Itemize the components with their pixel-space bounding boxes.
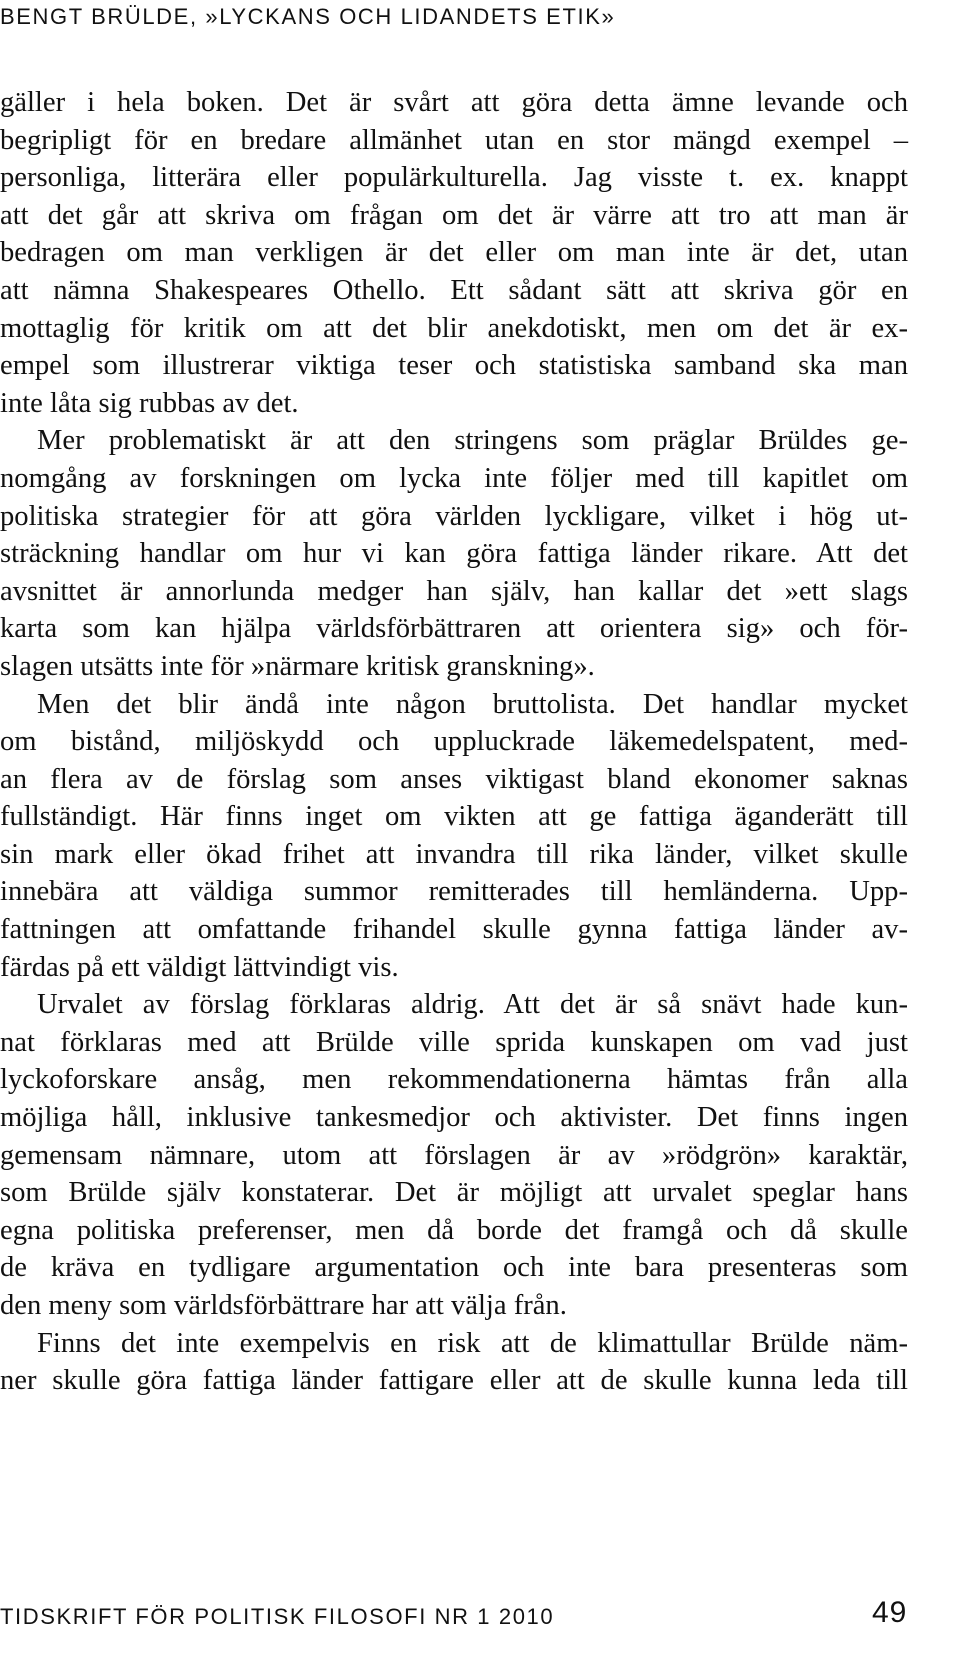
text-line: egna politiska preferenser, men då borde det framgå och då skulle: [0, 1214, 908, 1246]
text-line: begripligt för en bredare allmänhet utan en stor mängd exempel –: [0, 124, 908, 156]
body-text: [0, 84, 908, 1400]
text-line: politiska strategier för att göra världen lyckligare, vilket i hög ut-: [0, 500, 908, 532]
text-line: empel som illustrerar viktiga teser och statistiska samband ska man: [0, 350, 908, 382]
text-line: slagen utsätts inte för »närmare kritisk granskning».: [0, 650, 595, 682]
text-line: den meny som världsförbättrare har att välja från.: [0, 1290, 567, 1321]
text-line: personliga, litterära eller populärkulturella. Jag visste t. ex. knappt: [0, 162, 908, 194]
text-line: nat förklaras med att Brülde ville sprida kunskapen om vad just: [0, 1026, 908, 1058]
running-footer: TIDSKRIFT FÖR POLITISK FILOSOFI NR 1 2010: [0, 1604, 555, 1629]
text-line: innebära att väldiga summor remitterades till hemländerna. Upp-: [0, 876, 908, 908]
text-line: Urvalet av förslag förklaras aldrig. Att det är så snävt hade kun-: [37, 989, 908, 1021]
text-line: lyckoforskare ansåg, men rekommendationerna hämtas från alla: [0, 1064, 908, 1096]
text-line: fattningen att omfattande frihandel skulle gynna fattiga länder av-: [0, 914, 908, 946]
page-number: 49: [872, 1596, 908, 1629]
text-line: karta som kan hjälpa världsförbättraren att orientera sig» och för-: [0, 613, 908, 645]
text-line: bedragen om man verkligen är det eller om man inte är det, utan: [0, 237, 908, 269]
text-line: an flera av de förslag som anses viktigast bland ekonomer saknas: [0, 763, 908, 795]
text-line: att det går att skriva om frågan om det är värre att tro att man är: [0, 199, 908, 231]
text-line: avsnittet är annorlunda medger han själv, han kallar det »ett slags: [0, 575, 908, 607]
text-line: som Brülde själv konstaterar. Det är möjligt att urvalet speglar hans: [0, 1177, 908, 1209]
text-line: Mer problematiskt är att den stringens som präglar Brüldes ge-: [37, 425, 908, 457]
text-line: att nämna Shakespeares Othello. Ett sådant sätt att skriva gör en: [0, 274, 908, 306]
text-line: mottaglig för kritik om att det blir anekdotiskt, men om det är ex-: [0, 312, 908, 344]
text-line: Men det blir ändå inte någon bruttolista. Det handlar mycket: [37, 688, 908, 720]
text-line: sin mark eller ökad frihet att invandra till rika länder, vilket skulle: [0, 838, 908, 870]
text-line: gäller i hela boken. Det är svårt att göra detta ämne levande och: [0, 87, 908, 118]
text-line: om bistånd, miljöskydd och uppluckrade läkemedelspatent, med-: [0, 726, 908, 758]
text-line: fullständigt. Här finns inget om vikten att ge fattiga äganderätt till: [0, 801, 908, 833]
text-line: färdas på ett väldigt lättvindigt vis.: [0, 951, 399, 983]
running-header: BENGT BRÜLDE, »LYCKANS OCH LIDANDETS ETIK»: [0, 4, 616, 29]
text-line: inte låta sig rubbas av det.: [0, 387, 299, 419]
text-line: Finns det inte exempelvis en risk att de klimattullar Brülde näm-: [37, 1327, 908, 1359]
text-line: nomgång av forskningen om lycka inte följer med till kapitlet om: [0, 462, 908, 494]
text-line: möjliga håll, inklusive tankesmedjor och aktivister. Det finns ingen: [0, 1102, 908, 1134]
text-line: de kräva en tydligare argumentation och inte bara presenteras som: [0, 1252, 908, 1284]
text-line: sträckning handlar om hur vi kan göra fattiga länder rikare. Att det: [0, 538, 908, 570]
text-line: gemensam nämnare, utom att förslagen är av »rödgrön» karaktär,: [0, 1139, 908, 1171]
text-line: ner skulle göra fattiga länder fattigare eller att de skulle kunna leda till: [0, 1365, 908, 1397]
